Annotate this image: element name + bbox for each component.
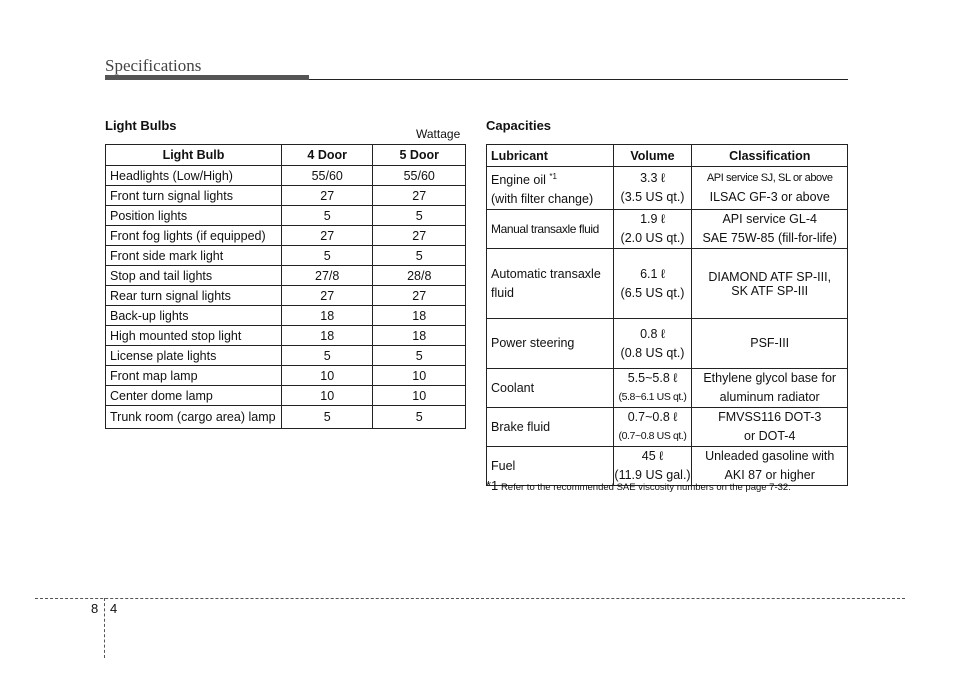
wattage-4door: 55/60 [281,166,373,186]
wattage-4door: 27 [281,186,373,206]
footer-divider [35,598,905,599]
lubricant-name-detail: (with filter change) [491,192,594,207]
column-header: Lubricant [487,145,614,167]
table-row [106,366,466,386]
classification-cell [692,167,848,210]
volume-cell [613,369,692,408]
bulb-name: Center dome lamp [106,386,282,406]
column-header: Classification [692,145,848,167]
header-rule-thin [309,79,848,80]
volume-metric: 3.3 ℓ [640,171,665,186]
wattage-4door: 27 [281,286,373,306]
wattage-label: Wattage [416,127,461,141]
lubricant-name: Automatic transaxle [491,266,601,281]
volume-cell [613,408,692,447]
volume-metric: 5.5~5.8 ℓ [627,371,678,386]
lubricant-cell [487,167,614,210]
classification-line: API service SJ, SL or above [706,172,833,185]
table-row [106,386,466,406]
header-rule-thick [105,75,309,80]
classification-line: Unleaded gasoline with [705,449,835,464]
bulb-name: Front fog lights (if equipped) [106,226,282,246]
classification-line: aluminum radiator [719,390,820,405]
classification-line: Ethylene glycol base for [703,371,837,386]
wattage-4door: 5 [281,206,373,226]
bulb-name: License plate lights [106,346,282,366]
classification-cell: PSF-III [692,319,848,369]
volume-metric: 1.9 ℓ [640,212,665,227]
classification-line: SK ATF SP-III [731,283,809,298]
lubricant-cell: Power steering [487,319,614,369]
volume-metric: 0.8 ℓ [640,326,665,341]
classification-line: AKI 87 or higher [724,468,815,483]
bulb-name: Front side mark light [106,246,282,266]
wattage-5door: 55/60 [373,166,466,186]
volume-metric: 0.7~0.8 ℓ [627,410,678,425]
column-header: Volume [613,145,692,167]
volume-cell [613,319,692,369]
volume-cell [613,210,692,249]
lubricant-cell: Coolant [487,369,614,408]
volume-us: (11.9 US gal.) [614,468,691,483]
bulb-name: Back-up lights [106,306,282,326]
bulb-name: Stop and tail lights [106,266,282,286]
footnote-text: Refer to the recommended SAE viscosity numbers on the page 7-32. [500,482,791,493]
table-row [106,166,466,186]
volume-metric: 45 ℓ [641,449,664,464]
wattage-5door: 5 [373,346,466,366]
classification-line: DIAMOND ATF SP-III, [708,269,832,284]
column-header: Light Bulb [106,145,282,166]
table-row [106,246,466,266]
classification-line: ILSAC GF-3 or above [709,190,830,205]
light-bulbs-title: Light Bulbs [105,118,177,133]
footnote-marker: *1 [549,172,557,181]
classification-cell [692,249,848,319]
classification-line: SAE 75W-85 (fill-for-life) [702,231,837,246]
table-row [106,186,466,206]
volume-us: (5.8~6.1 US qt.) [618,391,687,404]
wattage-4door: 18 [281,306,373,326]
wattage-4door: 18 [281,326,373,346]
volume-us: (2.0 US qt.) [620,231,685,246]
table-row [106,346,466,366]
table-row [487,369,848,408]
capacities-table [486,144,848,486]
table-row [106,326,466,346]
footnote [486,478,791,493]
bulb-name: High mounted stop light [106,326,282,346]
volume-us: (3.5 US qt.) [620,190,685,205]
wattage-4door: 5 [281,246,373,266]
wattage-5door: 27 [373,186,466,206]
wattage-5door: 10 [373,366,466,386]
wattage-5door: 5 [373,406,466,429]
volume-cell [613,249,692,319]
light-bulbs-table [105,144,466,429]
classification-line: or DOT-4 [744,429,796,444]
lubricant-name-detail: fluid [491,285,514,300]
classification-cell [692,210,848,249]
table-header-row [106,145,466,166]
table-header-row [487,145,848,167]
bulb-name: Trunk room (cargo area) lamp [106,406,282,429]
wattage-5door: 28/8 [373,266,466,286]
table-row [106,306,466,326]
page-header-title: Specifications [105,56,202,75]
classification-cell [692,408,848,447]
wattage-5door: 10 [373,386,466,406]
column-header: 5 Door [373,145,466,166]
wattage-4door: 5 [281,346,373,366]
volume-us: (0.7~0.8 US qt.) [618,430,687,443]
wattage-4door: 10 [281,386,373,406]
chapter-number: 8 [91,601,99,616]
page-number: 4 [110,601,118,616]
wattage-4door: 5 [281,406,373,429]
table-row [106,266,466,286]
bulb-name: Front turn signal lights [106,186,282,206]
bulb-name: Front map lamp [106,366,282,386]
bulb-name: Headlights (Low/High) [106,166,282,186]
column-header: 4 Door [281,145,373,166]
wattage-5door: 5 [373,246,466,266]
classification-line: API service GL-4 [722,212,817,227]
bulb-name: Position lights [106,206,282,226]
classification-line: FMVSS116 DOT-3 [718,410,822,425]
table-row [487,167,848,210]
volume-us: (0.8 US qt.) [620,345,685,360]
wattage-5door: 18 [373,306,466,326]
wattage-4door: 27 [281,226,373,246]
table-row [487,249,848,319]
lubricant-cell: Fuel [487,447,614,486]
classification-cell [692,369,848,408]
volume-metric: 6.1 ℓ [640,266,665,281]
table-row [106,206,466,226]
bulb-name: Rear turn signal lights [106,286,282,306]
volume-cell [613,167,692,210]
wattage-5door: 27 [373,286,466,306]
lubricant-cell [487,249,614,319]
footnote-marker: *1 [486,478,499,493]
volume-us: (6.5 US qt.) [620,285,685,300]
lubricant-name: Engine oil [491,173,546,188]
footer-page-divider [104,598,105,658]
table-row [487,408,848,447]
wattage-5door: 18 [373,326,466,346]
lubricant-cell: Brake fluid [487,408,614,447]
table-row [106,406,466,429]
table-row [106,226,466,246]
wattage-4door: 27/8 [281,266,373,286]
wattage-5door: 27 [373,226,466,246]
wattage-4door: 10 [281,366,373,386]
table-row [487,210,848,249]
wattage-5door: 5 [373,206,466,226]
capacities-title: Capacities [486,118,552,133]
lubricant-cell: Manual transaxle fluid [487,210,614,249]
table-row [487,319,848,369]
table-row [106,286,466,306]
